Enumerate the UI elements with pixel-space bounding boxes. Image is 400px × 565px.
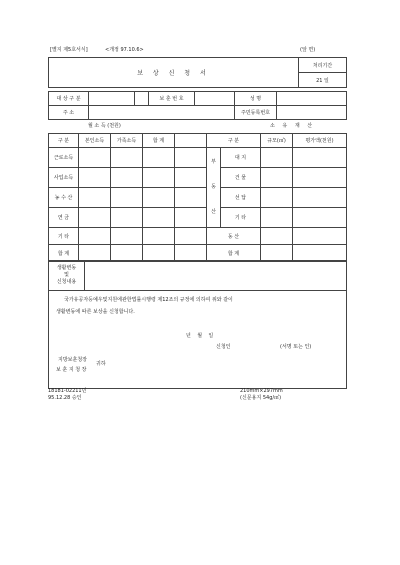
income-cell[interactable] [111,208,143,228]
income-cell[interactable] [111,168,143,188]
address-label: 주 소 [49,106,89,120]
target-label: 대 상 구 분 [49,92,89,106]
spacer-cell [135,92,149,106]
id-label: 주민등록번호 [235,106,277,120]
income-row-label: 농 수 산 [49,188,79,208]
property-header: 규모(㎡) [261,134,293,148]
property-row-label: 동 산 [207,228,261,245]
property-cell[interactable] [261,228,293,245]
side-char: 산 [211,209,216,215]
income-section-title: 월 소 득 (천원) [88,123,121,129]
recipient-suffix: 귀하 [96,361,106,367]
income-cell[interactable] [111,188,143,208]
recipient-office-1: 지방보훈청장 [58,357,87,363]
processing-value: 21 일 [299,73,347,88]
label-line: 및 [64,272,69,278]
living-change-table [48,260,347,389]
property-header: 구 분 [207,134,261,148]
page-side: (앞 면) [300,47,316,53]
property-cell[interactable] [293,168,347,188]
income-cell[interactable] [111,148,143,168]
income-cell[interactable] [175,188,207,208]
property-cell[interactable] [261,208,293,228]
name-label: 성 명 [235,92,277,106]
property-cell[interactable] [293,228,347,245]
form-code: 18181-02211민 [48,388,87,394]
id-field[interactable] [277,106,347,120]
income-cell[interactable] [175,228,207,245]
income-cell[interactable] [79,228,111,245]
income-cell[interactable] [143,188,175,208]
income-cell[interactable] [175,245,207,262]
living-change-field[interactable] [85,261,347,291]
title-block [48,57,347,88]
property-row-label: 건 물 [221,168,261,188]
property-section-title: 소 유 재 산 [270,123,316,129]
income-property-table [48,133,347,262]
income-cell[interactable] [79,148,111,168]
label-line: 신청내용 [56,279,77,285]
statement-line-2: 생활변동에 따른 보상을 신청합니다. [56,309,135,315]
approval-date: 95.12.28 승인 [48,395,82,401]
property-cell[interactable] [261,188,293,208]
income-cell[interactable] [79,208,111,228]
paper-size: 210mm×297mm [240,388,283,394]
property-row-label: 합 계 [207,245,261,262]
address-field[interactable] [89,106,235,120]
income-cell[interactable] [143,245,175,262]
property-row-label: 기 타 [221,208,261,228]
revision-date: <개정 97.10.6> [105,47,144,53]
label-line: 생활변동 [56,265,77,271]
sign-note: (서명 또는 인) [280,344,312,350]
income-header: 가족소득 [111,134,143,148]
income-cell[interactable] [175,148,207,168]
side-char: 부 [211,159,216,165]
realty-side-label [207,148,221,228]
income-cell[interactable] [143,168,175,188]
applicant-table [48,91,347,120]
income-cell[interactable] [79,168,111,188]
property-header: 평가액(천원) [293,134,347,148]
target-field[interactable] [89,92,135,106]
statement-area [49,291,347,389]
empty-cell [175,134,207,148]
property-cell[interactable] [261,245,293,262]
income-row-label: 기 타 [49,228,79,245]
form-title: 보 상 신 청 서 [49,58,299,88]
property-cell[interactable] [293,208,347,228]
income-cell[interactable] [175,168,207,188]
income-row-label: 연 금 [49,208,79,228]
recipient-office-2: 보 훈 지 청 장 [56,367,87,373]
side-char: 동 [211,184,216,190]
property-row-label: 선 답 [221,188,261,208]
income-cell[interactable] [175,208,207,228]
processing-label: 처리기간 [299,58,347,73]
income-header: 합 계 [143,134,175,148]
property-cell[interactable] [261,148,293,168]
income-row-label: 사업소득 [49,168,79,188]
name-field[interactable] [277,92,347,106]
income-cell[interactable] [111,228,143,245]
paper-type: (신문용지 54g/㎡) [240,395,282,401]
property-cell[interactable] [293,188,347,208]
income-cell[interactable] [143,208,175,228]
number-label: 보 훈 번 호 [149,92,195,106]
property-cell[interactable] [293,245,347,262]
income-cell[interactable] [111,245,143,262]
date-line: 년 월 일 [186,333,214,339]
income-cell[interactable] [143,148,175,168]
income-cell[interactable] [79,245,111,262]
number-field[interactable] [195,92,235,106]
property-cell[interactable] [261,168,293,188]
property-row-label: 대 지 [221,148,261,168]
income-header: 구 분 [49,134,79,148]
living-change-label [49,261,85,291]
income-row-label: 근로소득 [49,148,79,168]
property-cell[interactable] [293,148,347,168]
statement-line-1: 국가유공자등예우및지원에관한법률시행령 제12조의 규정에 의하여 위와 같이 [64,297,233,303]
applicant-sign-label: 신청인 [216,344,231,350]
form-number: [별지 제5호서식] [50,47,88,53]
income-row-label: 합 계 [49,245,79,262]
income-header: 본인소득 [79,134,111,148]
income-cell[interactable] [79,188,111,208]
income-cell[interactable] [143,228,175,245]
